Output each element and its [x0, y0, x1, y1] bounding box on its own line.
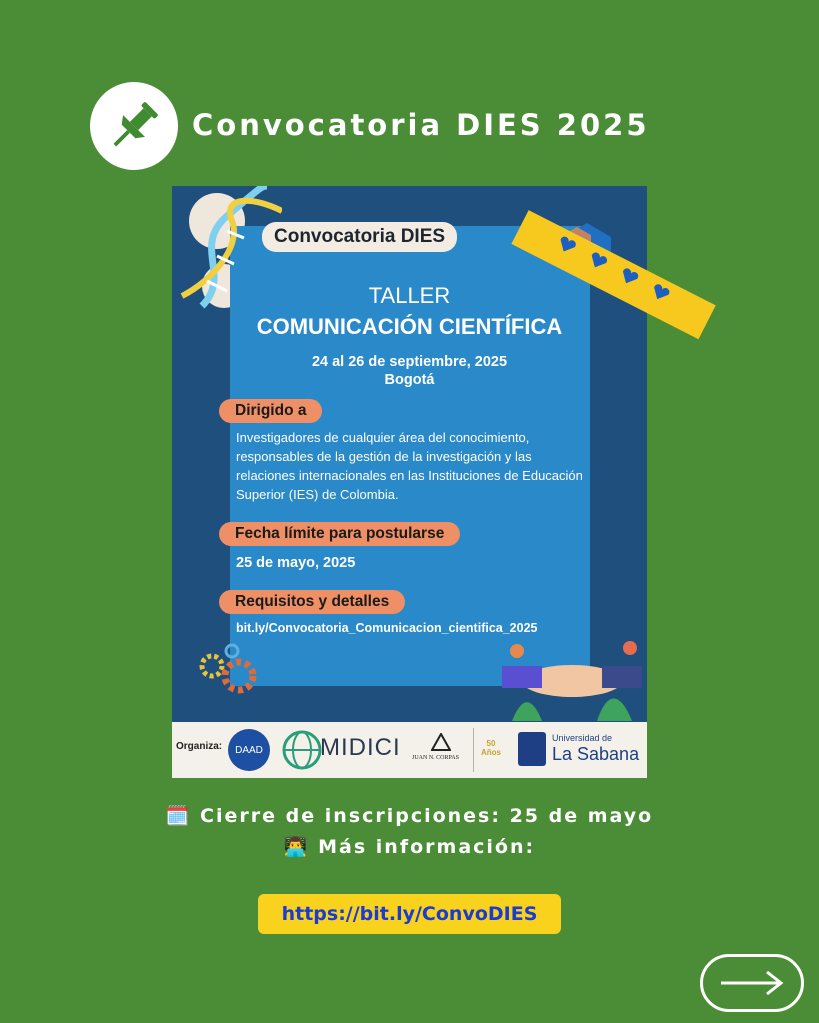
pushpin-icon: [105, 97, 163, 155]
more-info-link[interactable]: https://bit.ly/ConvoDIES: [258, 894, 561, 934]
deadline-value: 25 de mayo, 2025: [236, 555, 356, 571]
audience-text: Investigadores de cualquier área del conocimiento, responsables de la gestión de la investigación y las relaciones internacionales en las Instituciones de Educación Superior (IES) de Colombia.: [236, 430, 583, 502]
poster-badge: Convocatoria DIES: [262, 222, 457, 252]
poster-city: Bogotá: [384, 372, 435, 388]
sabana-logo-top: Universidad de: [552, 733, 613, 743]
closing-date-text: 🗓️ Cierre de inscripciones: 25 de mayo: [165, 805, 654, 827]
deadline-label: Fecha límite para postularse: [219, 522, 460, 546]
corpas-logo-icon: [431, 733, 451, 751]
poster-eyebrow: TALLER: [368, 283, 451, 308]
sponsor-logo-bar: [172, 722, 647, 778]
audience-label: Dirigido a: [219, 399, 322, 423]
handshake-illustration: [502, 636, 642, 721]
details-link: bit.ly/Convocatoria_Comunicacion_cientifica_2025: [236, 621, 538, 635]
poster-title: COMUNICACIÓN CIENTÍFICA: [256, 314, 563, 339]
corpas-logo: JUAN N. CORPAS: [412, 755, 459, 761]
logo-divider: [473, 728, 474, 772]
organiza-label: Organiza:: [176, 741, 223, 752]
arrow-right-icon: [719, 970, 785, 996]
sabana-shield-icon: [518, 732, 546, 766]
daad-logo: DAAD: [228, 729, 270, 771]
globe-icon: [280, 728, 324, 772]
details-label: Requisitos y detalles: [219, 590, 405, 614]
gears-icon: [194, 641, 264, 701]
page-title: Convocatoria DIES 2025: [192, 108, 650, 142]
poster-dates: 24 al 26 de septiembre, 2025: [311, 354, 508, 370]
anniversary-logo: 50 Años: [481, 739, 501, 757]
midici-logo: MIDICI: [320, 734, 401, 761]
next-arrow-button[interactable]: [700, 954, 804, 1012]
sabana-logo: La Sabana: [552, 744, 640, 764]
pushpin-badge: [90, 82, 178, 170]
more-info-text: 👨‍💻 Más información:: [283, 836, 536, 858]
